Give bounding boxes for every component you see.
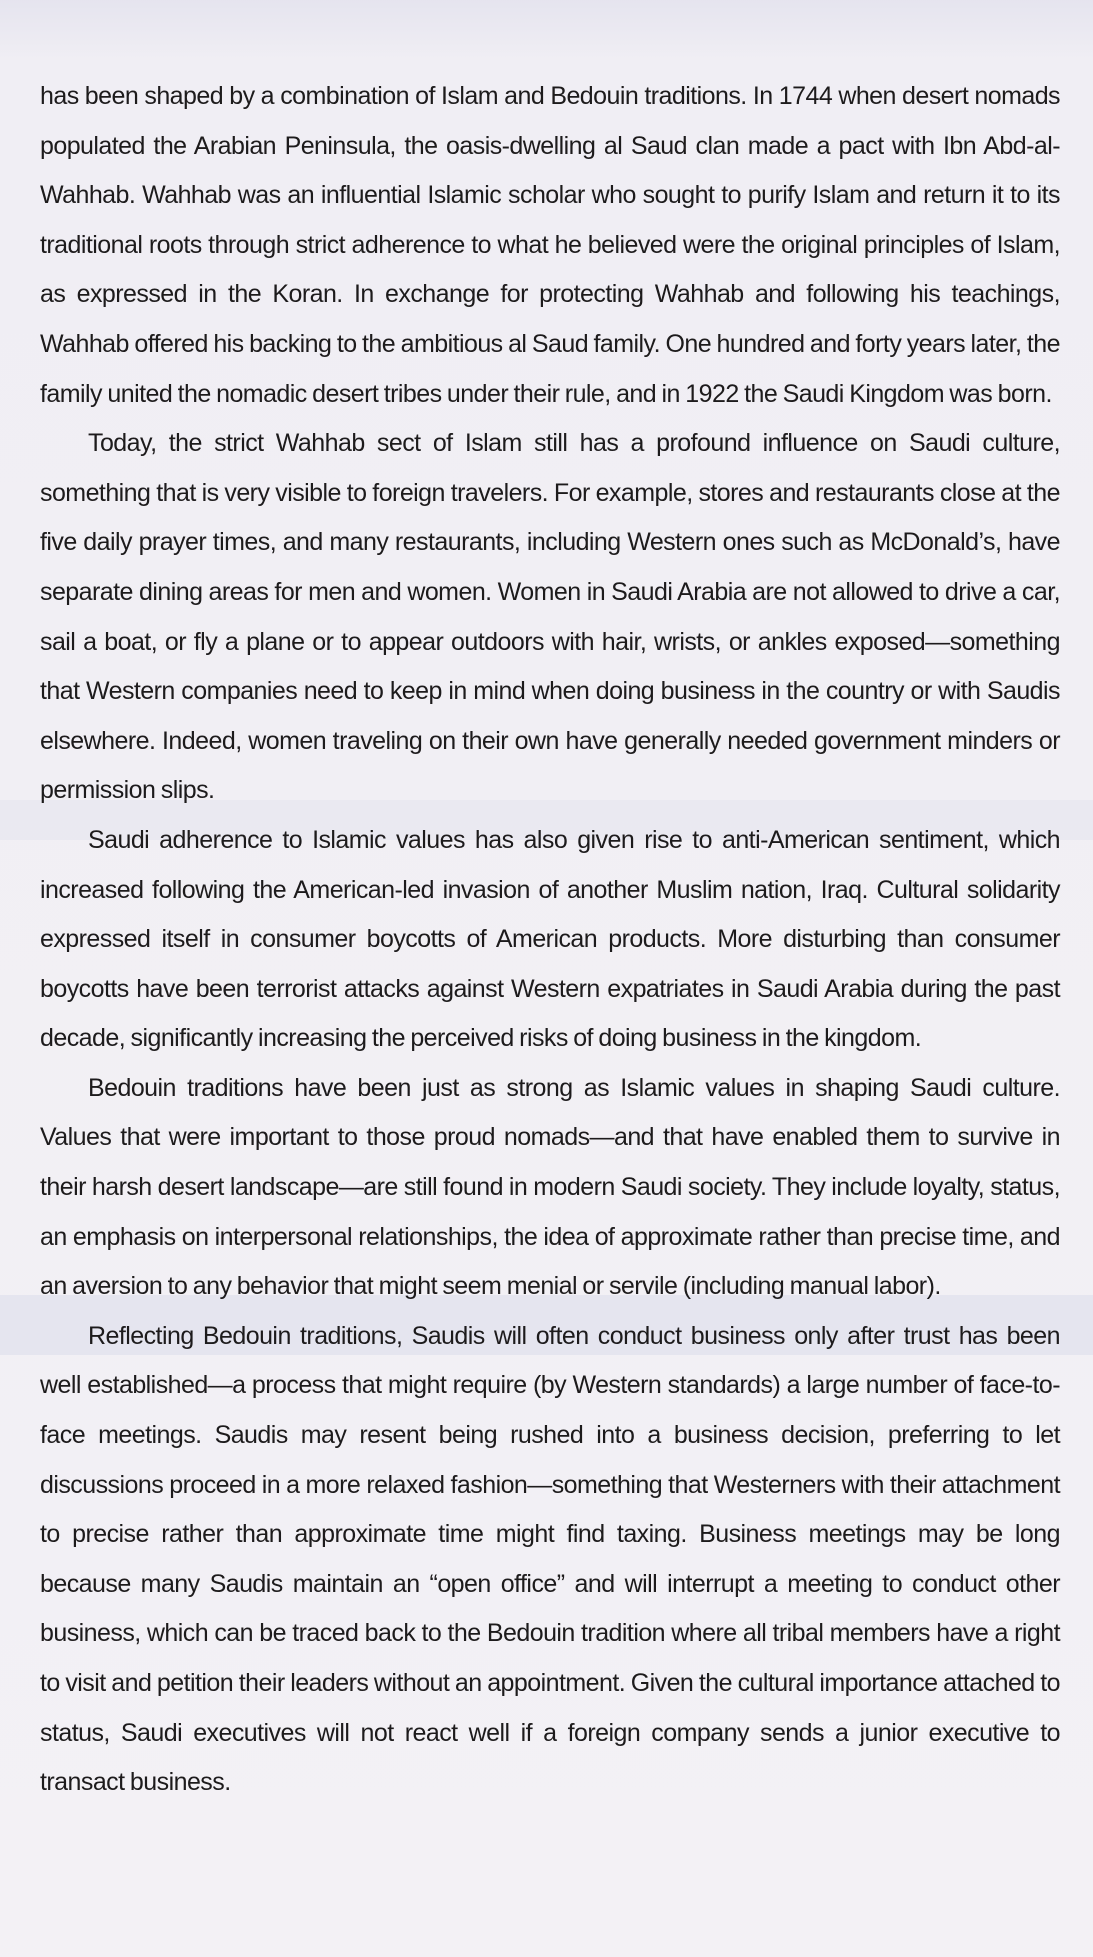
- paragraph-5: Reflecting Bedouin traditions, Saudis will often conduct business only after trust has been well established—a process that might require (by Western standards) a large number of face-to-face meetings. Saudis may resent being rushed into a business decision, preferring to let discussions proceed in a more relaxed fashion—something that Westerners with their attachment to precise rather than approximate time might find taxing. Business meetings may be long because many Saudis maintain an “open office” and will interrupt a meeting to conduct other business, which can be traced back to the Bedouin tradition where all tribal members have a right to visit and petition their leaders without an appointment. Given the cultural importance attached to status, Saudi executives will not react well if a foreign company sends a junior executive to transact business.: [40, 1321, 1060, 1797]
- paragraph-1: has been shaped by a combination of Islam and Bedouin traditions. In 1744 when desert nomads populated the Arabian Peninsula, the oasis-dwelling al Saud clan made a pact with Ibn Abd-al-Wahhab. Wahhab was an influential Islamic scholar who sought to purify Islam and return it to its traditional roots through strict adherence to what he believed were the original principles of Islam, as expressed in the Koran. In exchange for protecting Wahhab and following his teachings, Wahhab offered his backing to the ambitious al Saud family. One hundred and forty years later, the family united the nomadic desert tribes under their rule, and in 1922 the Saudi Kingdom was born.: [40, 82, 1060, 408]
- paragraph-4: Bedouin traditions have been just as strong as Islamic values in shaping Saudi culture. Values that were important to those proud nomads—and that have enabled them to survive in their harsh desert landscape—are still found in modern Saudi society. They include loyalty, status, an emphasis on interpersonal relationships, the idea of approximate rather than precise time, and an aversion to any behavior that might seem menial or servile (including manual labor).: [40, 1073, 1060, 1301]
- paragraph-3: Saudi adherence to Islamic values has also given rise to anti-American sentiment, which increased following the American-led invasion of another Muslim nation, Iraq. Cultural solidarity expressed itself in consumer boycotts of American products. More disturbing than consumer boycotts have been terrorist attacks against Western expatriates in Saudi Arabia during the past decade, significantly increasing the perceived risks of doing business in the kingdom.: [40, 825, 1060, 1053]
- paragraph-2: Today, the strict Wahhab sect of Islam still has a profound influence on Saudi culture, something that is very visible to foreign travelers. For example, stores and restaurants close at the five daily prayer times, and many restaurants, including Western ones such as McDonald’s, have separate dining areas for men and women. Women in Saudi Arabia are not allowed to drive a car, sail a boat, or fly a plane or to appear outdoors with hair, wrists, or ankles exposed—something that Western companies need to keep in mind when doing business in the country or with Saudis elsewhere. Indeed, women traveling on their own have generally needed government minders or permission slips.: [40, 429, 1060, 805]
- body-text: [40, 72, 1060, 1808]
